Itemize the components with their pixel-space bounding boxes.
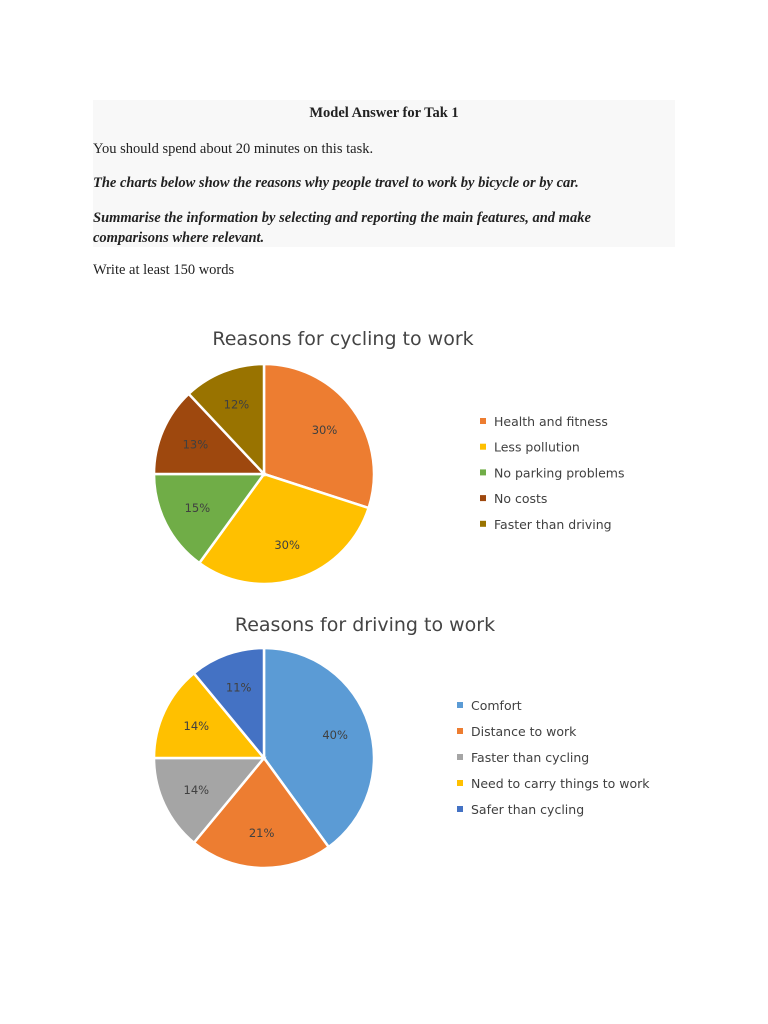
legend-label: Faster than cycling <box>471 750 590 765</box>
chart-title: Reasons for driving to work <box>234 614 496 636</box>
task-text: Summarise the information by selecting and reporting the main features, and make comparisons where relevant. <box>93 210 591 246</box>
legend-label: Distance to work <box>471 724 577 739</box>
slice-label: 40% <box>322 727 348 742</box>
slice-label: 30% <box>274 538 300 553</box>
slice-label: 13% <box>182 437 209 452</box>
legend-label: Less pollution <box>494 439 580 455</box>
slice-label: 14% <box>183 782 210 797</box>
legend-swatch <box>480 444 486 450</box>
slice-label: 14% <box>183 719 210 734</box>
prompt-text: The charts below show the reasons why people travel to work by bicycle or by car. <box>93 175 579 191</box>
slice-label: 21% <box>248 825 275 840</box>
pie-chart-2 <box>154 614 650 868</box>
slice-label: 30% <box>311 423 338 438</box>
slice-label: 15% <box>184 500 211 515</box>
legend-swatch <box>480 469 486 475</box>
legend-swatch <box>480 495 486 501</box>
legend-swatch <box>480 521 486 527</box>
pie-chart-1 <box>154 328 624 584</box>
document-title: Model Answer for Tak 1 <box>309 105 459 121</box>
legend-swatch <box>480 418 486 424</box>
legend-swatch <box>457 702 463 708</box>
legend-label: Need to carry things to work <box>471 776 650 791</box>
legend-label: No costs <box>494 491 548 507</box>
slice-label: 12% <box>223 397 250 412</box>
legend-swatch <box>457 806 463 812</box>
instruction-text: You should spend about 20 minutes on this task. <box>93 141 374 157</box>
legend-swatch <box>457 780 463 786</box>
legend-label: Faster than driving <box>494 516 612 532</box>
legend-label: Health and fitness <box>494 414 608 429</box>
legend-swatch <box>457 754 463 760</box>
legend-label: No parking problems <box>494 465 625 481</box>
legend-swatch <box>457 728 463 734</box>
legend-label: Safer than cycling <box>471 802 585 817</box>
chart-title: Reasons for cycling to work <box>212 328 474 350</box>
legend-label: Comfort <box>471 698 522 713</box>
slice-label: 11% <box>225 680 252 695</box>
word-count-text: Write at least 150 words <box>93 262 235 278</box>
